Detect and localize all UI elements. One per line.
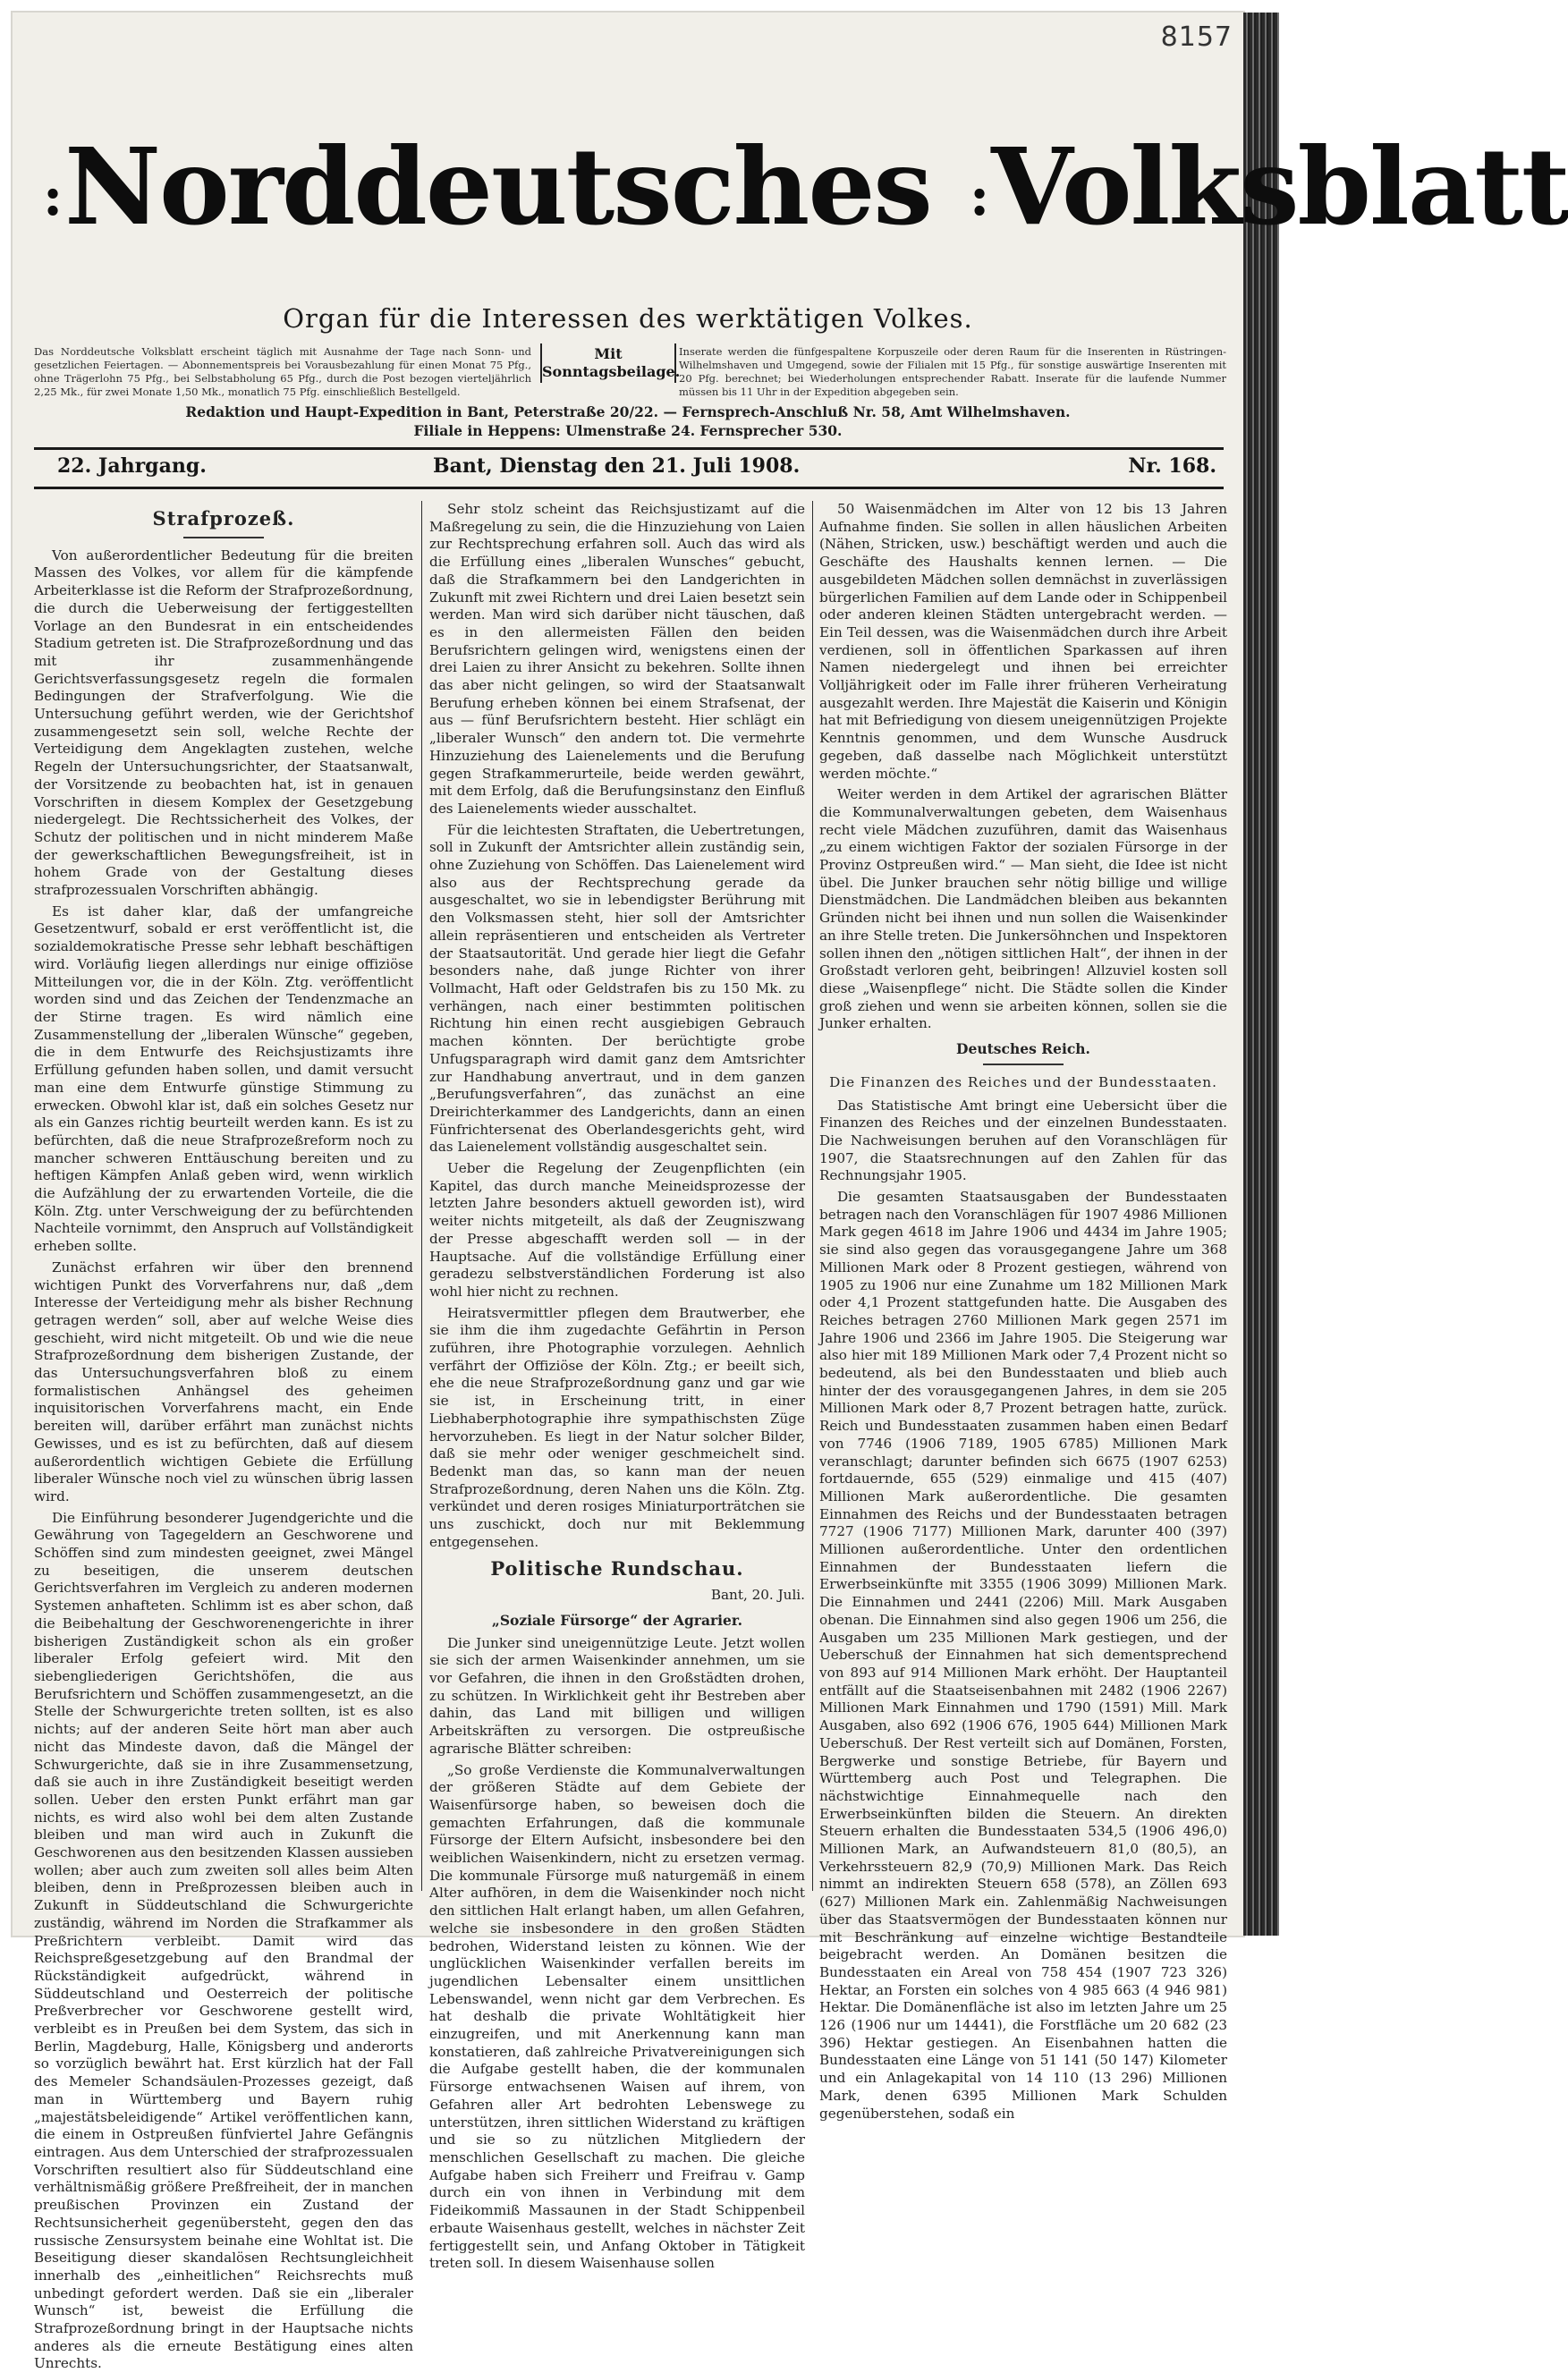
volume-year: 22. Jahrgang. — [57, 454, 207, 478]
article-paragraph: 50 Waisenmädchen im Alter von 12 bis 13 Jahren Aufnahme finden. Sie sollen in allen häuslichen Arbeiten (Nähen, Stricken, usw.) beschäftigt werden und auch die Geschäfte des Haushalts kennen lernen. — Die ausgebildeten Mädchen sollen demnächst in zuverlässigen bürgerlichen Familien auf dem Lande oder in Schippenbeil oder anderen kleinen Städten untergebracht werden. — Ein Teil dessen, was die Waisenmädchen durch ihre Arbeit verdienen, soll in öffentlichen Sparkassen auf ihren Namen niedergelegt und ihnen bei erreichter Volljährigkeit oder im Falle ihrer früheren Verheiratung ausgezahlt werden. Ihre Majestät die Kaiserin und Königin hat mit Befriedigung von diesem uneigennützigen Projekte Kenntnis genommen, und dem Wunsche Ausdruck gegeben, daß dasselbe nach Möglichkeit unterstützt werden möchte.“ — [819, 501, 1227, 782]
dateline-bottom-rule — [34, 487, 1224, 489]
newspaper-page — [13, 13, 1568, 2372]
advertising-info: Inserate werden die fünfgespaltene Korpuszeile oder deren Raum für die Inserenten in Rüstringen-Wilhelmshaven und Umgegend, sowie der Filialen mit 15 Pfg., für sonstige auswärtige Inserenten mit 20 Pfg. berechnet; bei Wiederholungen entsprechender Rabatt. Inserate für die laufende Nummer müssen bis 11 Uhr in der Expedition abgegeben sein. — [679, 345, 1226, 398]
article-paragraph: Ueber die Regelung der Zeugenpflichten (ein Kapitel, das durch manche Meineidsprozesse der letzten Jahre besonders aktuell geworden ist), wird weiter nichts mitgeteilt, als daß der Zeugniszwang der Presse abgeschafft werden soll — in der Hauptsache. Auf die vollständige Erfüllung einer geradezu selbstverständlichen Forderung ist also wohl hier nicht zu rechnen. — [429, 1160, 805, 1300]
masthead-word-1: Norddeutsches — [64, 124, 931, 249]
masthead-ornament-middle: : — [969, 165, 988, 228]
article-subheading-finanzen: Die Finanzen des Reiches und der Bundesstaaten. — [829, 1073, 1217, 1090]
article-paragraph: Für die leichtesten Straftaten, die Uebertretungen, soll in Zukunft der Amtsrichter allein zuständig sein, ohne Zuziehung von Schöffen. Das Laienelement wird also aus der Rechtsprechung gerade da ausgeschaltet, wo sie in lebendigster Berührung mit den Volksmassen steht, hier soll der Amtsrichter allein repräsentieren und entscheiden als Vertreter der Staatsautorität. Und gerade hier liegt die Gefahr besonders nahe, daß junge Richter von ihrer Vollmacht, Haft oder Geldstrafen bis zu 150 Mk. zu verhängen, nach einer bestimmten politischen Richtung hin einen recht ausgiebigen Gebrauch machen könnten. Der berüchtigte grobe Unfugsparagraph wird damit ganz dem Amtsrichter zur Handhabung anvertraut, und in dem ganzen „Berufungsverfahren“, das zunächst an eine Dreirichterkammer des Landgerichts, dann an einen Fünfrichtersenat des Oberlandesgerichts geht, wird das Laienelement vollständig ausgeschaltet sein. — [429, 821, 805, 1156]
dateline — [34, 454, 1216, 483]
article-paragraph: Die gesamten Staatsausgaben der Bundesstaaten betragen nach den Voranschlägen für 1907 4986 Millionen Mark gegen 4618 im Jahre 1906 und 4434 im Jahre 1905; sie sind also gegen das vorausgegangene Jahre um 368 Millionen Mark oder 8 Prozent gestiegen, während von 1905 zu 1906 nur eine Zunahme um 182 Millionen Mark oder 4,1 Prozent stattgefunden hatte. Die Ausgaben des Reiches betragen 2760 Millionen Mark gegen 2571 im Jahre 1906 und 2366 im Jahre 1905. Die Steigerung war also hier mit 189 Millionen Mark oder 7,4 Prozent nicht so bedeutend, als bei den Bundesstaaten und blieb auch hinter der des vorausgegangenen Jahres, in dem sie 205 Millionen Mark oder 8,7 Prozent betragen hatte, zurück. Reich und Bundesstaaten zusammen haben einen Bedarf von 7746 (1906 7189, 1905 6785) Millionen Mark veranschlagt; darunter befinden sich 6675 (1907 6253) fortdauernde, 655 (529) einmalige und 415 (407) Millionen Mark außerordentliche. Die gesamten Einnahmen des Reichs und der Bundesstaaten betragen 7727 (1906 7177) Millionen Mark, darunter 400 (397) Millionen außerordentliche. Unter den ordentlichen Einnahmen der Bundesstaaten liefern die Erwerbseinkünfte mit 3355 (1906 3099) Millionen Mark. Die Einnahmen und 2441 (2206) Mill. Mark Ausgaben obenan. Die Einnahmen sind also gegen 1906 um 256, die Ausgaben um 235 Millionen Mark gestiegen, und der Ueberschuß der Einnahmen hat sich dementsprechend von 893 auf 914 Millionen Mark erhöht. Der Hauptanteil entfällt auf die Staatseisenbahnen mit 2482 (1906 2267) Millionen Mark Einnahmen und 1790 (1591) Mill. Mark Ausgaben, also 692 (1906 676, 1905 644) Millionen Mark Ueberschuß. Der Rest verteilt sich auf Domänen, Forsten, Bergwerke und sonstige Betriebe, für Bayern und Württemberg auch Post und Telegraphen. Die nächstwichtige Einnahmequelle nach den Erwerbseinkünften bilden die Steuern. An direkten Steuern erhalten die Bundesstaaten 534,5 (1906 496,0) Millionen Mark, an Aufwandsteuern 81,0 (80,5), an Verkehrssteuern 82,9 (70,9) Millionen Mark. Das Reich nimmt an indirekten Steuern 658 (578), an Zöllen 693 (627) Millionen Mark ein. Zahlenmäßig Nachweisungen über das Staatsvermögen der Bundesstaaten können nur mit Beschränkung auf einzelne wichtige Bestandteile beigebracht werden. An Domänen besitzen die Bundesstaaten ein Areal von 758 454 (1907 723 326) Hektar, an Forsten ein solches von 4 985 663 (4 946 981) Hektar. Die Domänenfläche ist also im letzten Jahre um 25 126 (1906 nur um 14441), die Forstfläche um 20 682 (23 396) Hektar gestiegen. An Eisenbahnen hatten die Bundesstaaten eine Länge von 51 141 (50 147) Kilometer und ein Anlagekapital von 14 110 (13 296) Millionen Mark, denen 6395 Millionen Mark Schulden gegenüberstehen, sodaß ein — [819, 1189, 1227, 2122]
column-separator-1 — [421, 501, 422, 1891]
page-stamp: 8157 — [1160, 21, 1233, 53]
article-paragraph: Das Statistische Amt bringt eine Uebersicht über die Finanzen des Reiches und der einzelnen Bundesstaaten. Die Nachweisungen beruhen auf den Voranschlägen für 1907, die Staatsrechnungen auf den Zahlen für das Rechnungsjahr 1905. — [819, 1097, 1227, 1184]
column-1 — [34, 501, 413, 2372]
article-paragraph: „So große Verdienste die Kommunalverwaltungen der größeren Städte auf dem Gebiete der Waisenfürsorge haben, so beweisen doch die gemachten Erfahrungen, daß die kommunale Fürsorge der Eltern Aufsicht, insbesondere bei den weiblichen Waisenkindern, nicht zu ersetzen vermag. Die kommunale Fürsorge muß naturgemäß in einem Alter aufhören, in dem die Waisenkinder noch nicht den sittlichen Halt erlangt haben, um allen Gefahren, welche sie insbesondere in den großen Städten bedrohen, Widerstand leisten zu können. Wie der unglücklichen Waisenkinder verfallen bereits im jugendlichen Lebensalter einem unsittlichen Lebenswandel, wenn nicht gar dem Verbrechen. Es hat deshalb die private Wohltätigkeit hier einzugreifen, und mit Anerkennung kann man konstatieren, daß zahlreiche Privatvereinigungen sich die Aufgabe gestellt haben, die der kommunalen Fürsorge entwachsenen Waisen auf ihrem, von Gefahren aller Art bedrohten Lebenswege zu unterstützen, ihren sittlichen Widerstand zu kräftigen und sie so zu nützlichen Mitgliedern der menschlichen Gesellschaft zu machen. Die gleiche Aufgabe haben sich Freiherr und Freifrau v. Gamp durch ein von ihnen in Verbindung mit dem Fideikommiß Massaunen in der Stadt Schippenbeil erbaute Waisenhaus gestellt, welches in nächster Zeit fertiggestellt sein, und Anfang Oktober in Tätigkeit treten soll. In diesem Waisenhause sollen — [429, 1761, 805, 2272]
section-heading-deutsches-reich: Deutsches Reich. — [956, 1040, 1090, 1058]
section-heading-politische-rundschau: Politische Rundschau. — [490, 1557, 744, 1581]
masthead — [39, 102, 1568, 317]
column-2 — [429, 501, 805, 2272]
issue-date: Bant, Dienstag den 21. Juli 1908. — [433, 454, 801, 478]
supplement-line-2: Sonntagsbeilage. — [542, 363, 681, 380]
article-heading-strafprozess: Strafprozeß. — [152, 507, 295, 530]
editorial-office-line: Redaktion und Haupt-Expedition in Bant, Peterstraße 20/22. — Fernsprech-Anschluß Nr. 58, Amt Wilhelmshaven. — [185, 403, 1071, 420]
book-binding — [1243, 13, 1279, 1936]
masthead-subtitle: Organ für die Interessen des werktätigen Volkes. — [283, 303, 973, 334]
masthead-title — [39, 102, 1568, 282]
dateline-top-rule — [34, 447, 1224, 450]
article-paragraph: Heiratsvermittler pflegen dem Brautwerber, ehe sie ihm die ihm zugedachte Gefährtin in Person zuführen, ihre Photographie vorzulegen. Aehnlich verfährt der Offiziöse der Köln. Ztg.; er beeilt sich, ehe die neue Strafprozeßordnung ganz und gar wie sie ist, in Erscheinung tritt, in einer Liebhaberphotographie ihre sympathischsten Züge hervorzuheben. Es liegt in der Natur solcher Bilder, daß sie mehr oder weniger geschmeichelt sind. Bedenkt man das, so kann man der neuen Strafprozeßordnung, deren Nahen uns die Köln. Ztg. verkündet und deren rosiges Miniaturporträtchen sie uns zuschickt, doch nur mit Beklemmung entgegensehen. — [429, 1304, 805, 1550]
supplement-line-1: Mit — [594, 345, 623, 362]
heading-rule — [183, 537, 264, 538]
article-paragraph: Zunächst erfahren wir über den brennend wichtigen Punkt des Vorverfahrens nur, daß „dem Interesse der Verteidigung mehr als bisher Rechnung getragen werden“ soll, aber auf welche Weise dies geschieht, wird nicht mitgeteilt. Ob und wie die neue Strafprozeßordnung dem bisherigen Zustande, der das Untersuchungsverfahren bloß zu einem formalistischen Anhängsel des geheimen inquisitorischen Vorverfahrens macht, ein Ende bereiten will, darüber erfährt man zunächst nichts Gewisses, und es ist zu befürchten, daß auf diesem außerordentlich wichtigen Gebiete die Erfüllung liberaler Wünsche noch viel zu wünschen übrig lassen wird. — [34, 1259, 413, 1504]
column-separator-2 — [812, 501, 813, 1891]
article-paragraph: Es ist daher klar, daß der umfangreiche Gesetzentwurf, sobald er erst veröffentlicht ist, die sozialdemokratische Presse sehr lebhaft beschäftigen wird. Vorläufig liegen allerdings nur einige offiziöse Mitteilungen vor, die in der Köln. Ztg. veröffentlicht worden sind und das Zeichen der Tendenzmache an der Stirne tragen. Es wird nämlich eine Zusammenstellung der „liberalen Wünsche“ gegeben, die in dem Entwurfe des Reichsjustizamts ihre Erfüllung gefunden haben sollen, und damit versucht man eine dem Entwurfe günstige Stimmung zu erwecken. Obwohl klar ist, daß ein solches Gesetz nur als ein Ganzes richtig beurteilt werden kann. Es ist zu befürchten, daß die neue Strafprozeßreform noch zu mancher schweren Enttäuschung bereiten und zu heftigen Kämpfen Anlaß geben wird, wenn wirklich die Aufzählung der zu erwartenden Vorteile, die die Köln. Ztg. unter Verschweigung der zu befürchtenden Nachteile vornimmt, den Anspruch auf Vollständigkeit erheben sollte. — [34, 903, 413, 1255]
section-dateline: Bant, 20. Juli. — [710, 1587, 805, 1604]
column-3 — [819, 501, 1227, 2122]
article-paragraph: Die Einführung besonderer Jugendgerichte und die Gewährung von Tagegeldern an Geschworene und Schöffen sind zum mindesten geeignet, zwei Mängel zu beseitigen, die unserem deutschen Gerichtsverfahren im Vergleich zu anderen modernen Systemen anhafteten. Schlimm ist es aber schon, daß die Beibehaltung der Geschworenengerichte in ihrer bisherigen Zuständigkeit schon als ein großer liberaler Erfolg gefeiert wird. Mit den siebengliederigen Gerichtshöfen, die aus Berufsrichtern und Schöffen zusammengesetzt, an die Stelle der Schwurgerichte treten sollten, ist es also nichts; auf der anderen Seite hört man aber auch nicht das Mindeste davon, daß die Mängel der Schwurgerichte, daß sie in ihre Zusammensetzung, daß sie auch in ihre Zuständigkeit beseitigt werden sollen. Ueber den ersten Punkt erfährt man gar nichts, es wird also wohl bei dem alten Zustande bleiben und man wird auch in Zukunft die Geschworenen aus den besitzenden Klassen aussieben wollen; aber auch zum zweiten soll alles beim Alten bleiben, denn in Preßprozessen bleiben auch in Zukunft in Süddeutschland die Schwurgerichte zuständig, während im Norden die Strafkammer als Preßrichtern verbleibt. Damit wird das Reichspreßgesetzgebung auf den Brandmal der Rückständigkeit aufgedrückt, während in Süddeutschland und Oesterreich der politische Preßverbrecher vor Geschworene gestellt wird, verbleibt es in Preußen bei dem System, das sich in Berlin, Magdeburg, Halle, Königsberg und anderorts so vorzüglich bewährt hat. Erst kürzlich hat der Fall des Memeler Schandsäulen-Prozesses gezeigt, daß man in Württemberg und Bayern ruhig „majestätsbeleidigende“ Artikel veröffentlichen kann, die einem in Ostpreußen fünfviertel Jahre Gefängnis eintragen. Aus dem Unterschied der strafprozessualen Vorschriften resultiert also für Süddeutschland eine verhältnismäßig größere Preßfreiheit, der in manchen preußischen Provinzen ein Zustand der Rechtsunsicherheit gegenübersteht, gegen den das russische Zensursystem beinahe eine Wohltat ist. Die Beseitigung dieser skandalösen Rechtsungleichheit innerhalb des „einheitlichen“ Reichsrechts muß unbedingt gefordert werden. Daß sie ein „liberaler Wunsch“ ist, beweist die Erfüllung die Strafprozeßordnung bringt in der Hauptsache nichts anderes als die erneute Bestätigung eines alten Unrechts. — [34, 1509, 413, 2372]
masthead-word-2: Volksblatt — [991, 124, 1568, 249]
sunday-supplement-box — [540, 343, 681, 383]
article-paragraph: Die Junker sind uneigennützige Leute. Jetzt wollen sie sich der armen Waisenkinder annehmen, um sie vor Gefahren, die ihnen in den Großstädten drohen, zu schützen. In Wirklichkeit geht ihr Bestreben aber dahin, das Land mit billigen und willigen Arbeitskräften zu versorgen. Die ostpreußische agrarische Blätter schreiben: — [429, 1634, 805, 1757]
article-subheading-soziale-fuersorge: „Soziale Fürsorge“ der Agrarier. — [491, 1611, 743, 1629]
subscription-info: Das Norddeutsche Volksblatt erscheint täglich mit Ausnahme der Tage nach Sonn- und gesetzlichen Feiertagen. — Abonnementspreis bei Vorausbezahlung für einen Monat 75 Pfg., ohne Trägerlohn 75 Pfg., bei Selbstabholung 65 Pfg., durch die Post bezogen vierteljährlich 2,25 Mk., für zwei Monate 1,50 Mk., monatlich 75 Pfg. einschließlich Bestellgeld. — [34, 345, 531, 398]
masthead-ornament-left: : — [43, 165, 62, 228]
article-paragraph: Von außerordentlicher Bedeutung für die breiten Massen des Volkes, vor allem für die kämpfende Arbeiterklasse ist die Reform der Strafprozeßordnung, die durch die Ueberweisung der fertiggestellten Vorlage an den Bundesrat in ein entscheidendes Stadium getreten ist. Die Strafprozeßordnung und das mit ihr zusammenhängende Gerichtsverfassungsgesetz regeln die formalen Bedingungen der Strafverfolgung. Wie die Untersuchung geführt werden, wie der Gerichtshof zusammengesetzt sein soll, welche Rechte der Verteidigung dem Angeklagten zustehen, welche Regeln der Untersuchungsrichter, der Staatsanwalt, der Vorsitzende zu beobachten hat, ist in genauen Vorschriften in diesem Komplex der Gesetzgebung niedergelegt. Die Rechtssicherheit des Volkes, der Schutz der politischen und in nicht minderem Maße der gewerkschaftlichen Bewegungsfreiheit, ist in hohem Grade von der Gestaltung dieses strafprozessualen Vorschriften abhängig. — [34, 547, 413, 899]
heading-rule — [983, 1064, 1064, 1065]
issue-number: Nr. 168. — [1128, 454, 1216, 478]
article-paragraph: Weiter werden in dem Artikel der agrarischen Blätter die Kommunalverwaltungen gebeten, dem Waisenhaus recht viele Mädchen zuzuführen, damit das Waisenhaus „zu einem wichtigen Faktor der sozialen Fürsorge in der Provinz Ostpreußen wird.“ — Man sieht, die Idee ist nicht übel. Die Junker brauchen sehr nötig billige und willige Dienstmädchen. Die Landmädchen bleiben aus bekannten Gründen nicht bei ihnen und nun sollen die Waisenkinder an ihre Stelle treten. Die Junkersöhnchen und Inspektoren sollen ihnen den „nötigen sittlichen Halt“, der ihnen in der Großstadt verloren geht, beibringen! Allzuviel kosten soll diese „Waisenpflege“ nicht. Die Städte sollen die Kinder groß ziehen und wenn sie arbeiten können, sollen sie die Junker erhalten. — [819, 786, 1227, 1032]
article-paragraph: Sehr stolz scheint das Reichsjustizamt auf die Maßregelung zu sein, die die Hinzuziehung von Laien zur Rechtsprechung erfahren soll. Auch das wird als die Erfüllung eines „liberalen Wunsches“ gebucht, daß die Strafkammern bei den Landgerichten in Zukunft mit zwei Richtern und drei Laien besetzt sein werden. Man wird sich darüber nicht täuschen, daß es in den allermeisten Fällen den beiden Berufsrichtern gelingen wird, wenigstens einen der drei Laien zu ihrer Ansicht zu bekehren. Sollte ihnen das aber nicht gelingen, so wird der Staatsanwalt Berufung erheben können bei einem Strafsenat, der aus — fünf Berufsrichtern besteht. Hier schlägt ein „liberaler Wunsch“ den andern tot. Die vermehrte Hinzuziehung des Laienelements und die Berufung gegen Strafkammerurteile, beide werden gewährt, mit dem Erfolg, daß die Berufungsinstanz den Einfluß des Laienelements wieder ausschaltet. — [429, 501, 805, 817]
branch-office-line: Filiale in Heppens: Ulmenstraße 24. Fernsprecher 530. — [413, 422, 843, 439]
